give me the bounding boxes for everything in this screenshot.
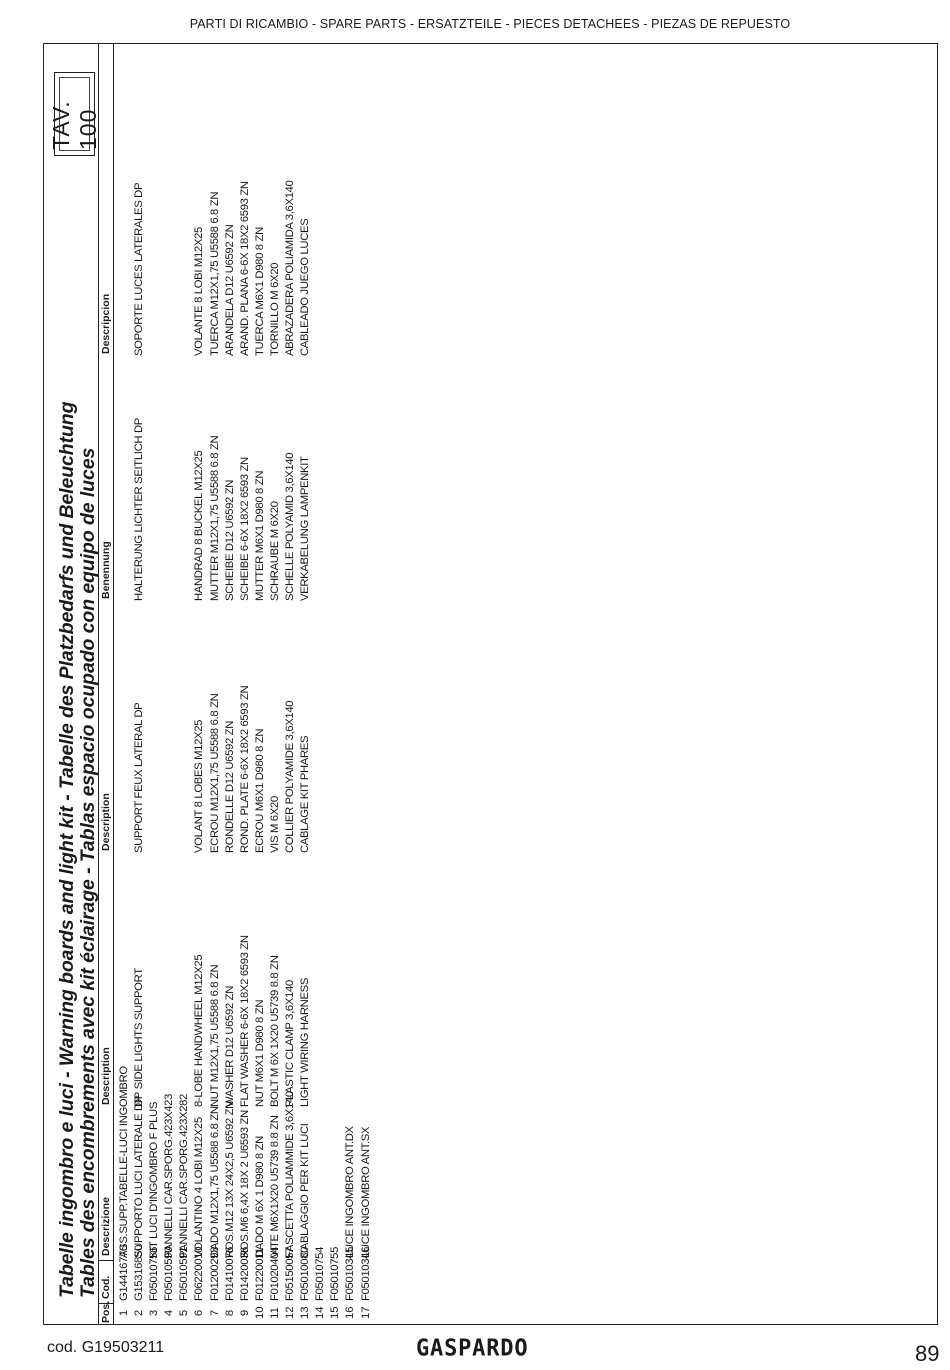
col-header-de: Benennung — [100, 541, 112, 599]
table-row — [253, 44, 268, 1325]
cell-pos: 9 — [238, 1309, 251, 1317]
cell-pos: 4 — [163, 1309, 176, 1317]
table-title — [57, 402, 99, 1298]
cell-cod: G14416770 — [118, 1245, 130, 1301]
header-bottom-rule — [113, 44, 114, 1325]
cell-es: TORNILLO M 6X20 — [268, 262, 281, 356]
table-row — [147, 44, 162, 1325]
cell-cod: F05010080 — [299, 1246, 312, 1301]
table-row — [328, 44, 343, 1325]
cell-it: VOLANTINO 4 LOBI M12X25 — [193, 1117, 206, 1258]
cell-cod: F01200293 — [208, 1246, 221, 1301]
cell-en: DP SIDE LIGHTS SUPPORT — [133, 968, 146, 1107]
cell-fr: ECROU M12X1,75 U5588 6.8 ZN — [208, 693, 221, 853]
cell-cod: F05010345 — [344, 1246, 357, 1301]
page-header: PARTI DI RICAMBIO - SPARE PARTS - ERSATZTEILE - PIECES DETACHEES - PIEZAS DE REPUESTO — [189, 17, 791, 31]
cell-es: ARAND. PLANA 6-6X 18X2 6593 ZN — [238, 181, 251, 356]
cell-pos: 11 — [268, 1307, 281, 1319]
col-header-en: Description — [100, 1047, 112, 1105]
cell-de: SCHRAUBE M 6X20 — [268, 501, 281, 601]
cell-pos: 2 — [133, 1309, 146, 1317]
cell-cod: F01410076 — [223, 1246, 236, 1301]
cell-it: DADO M 6X 1 D980 8 ZN — [253, 1136, 266, 1258]
cell-it: ASS.SUPP.TABELLE-LUCI INGOMBRO — [118, 1066, 130, 1258]
col-header-pos: Pos. — [100, 1300, 112, 1323]
table-row — [132, 44, 147, 1325]
header-divider — [98, 1303, 113, 1304]
col-header-fr: Description — [100, 793, 112, 851]
gaspardo-logo: GASPARDO — [416, 1335, 529, 1362]
cell-en: LIGHT WIRING HARNESS — [299, 978, 312, 1107]
cell-en: WASHER D12 U6592 ZN — [223, 985, 236, 1107]
cell-fr: ECROU M6X1 D980 8 ZN — [253, 728, 266, 853]
cell-pos: 5 — [178, 1309, 191, 1317]
cell-de: HALTERUNG LICHTER SEITLICH DP — [133, 418, 146, 601]
cell-pos: 10 — [253, 1306, 266, 1319]
table-row — [298, 44, 313, 1325]
cell-it: DADO M12X1,75 U5588 6.8 ZN — [208, 1106, 221, 1258]
tav-box — [47, 72, 101, 156]
col-header-cod: Cod. — [100, 1275, 112, 1299]
table-row — [313, 44, 328, 1325]
cell-de: MUTTER M12X1,75 U5588 6.8 ZN — [208, 435, 221, 601]
cell-pos: 6 — [193, 1309, 206, 1317]
cell-cod: F05010755 — [329, 1246, 342, 1301]
cell-it: FASCETTA POLIAMMIDE 3,6X140 — [284, 1091, 297, 1258]
cell-fr: CABLAGE KIT PHARES — [299, 735, 312, 853]
cell-cod: F01220011 — [253, 1247, 266, 1301]
cell-pos: 15 — [329, 1306, 342, 1319]
table-row — [223, 44, 238, 1325]
column-header-row — [98, 44, 113, 1325]
cell-cod: F01420036 — [238, 1246, 251, 1301]
cell-cod: F06220010 — [193, 1246, 206, 1301]
table-row — [162, 44, 177, 1325]
cell-fr: ROND. PLATE 6-6X 18X2 6593 ZN — [238, 685, 251, 853]
cell-it: ROS.M6 6,4X 18X 2 U6593 ZN — [238, 1110, 251, 1258]
cell-es: CABLEADO JUEGO LUCES — [299, 218, 312, 356]
footer-code: cod. G19503211 — [47, 1339, 165, 1356]
table-row — [283, 44, 298, 1325]
cell-fr: VIS M 6X20 — [268, 796, 281, 853]
table-row — [359, 44, 374, 1325]
page-number: 89 — [915, 1341, 940, 1366]
title-line-1: Tabelle ingombro e luci - Warning boards and light kit - Tabelle des Platzbedarfs und Beleuchtung — [56, 401, 78, 1298]
cell-es: ARANDELA D12 U6592 ZN — [223, 224, 236, 356]
cell-pos: 17 — [359, 1306, 372, 1319]
cell-cod: F01020404 — [268, 1246, 281, 1301]
cell-es: TUERCA M6X1 D980 8 ZN — [253, 227, 266, 356]
cell-cod: F05010754 — [314, 1246, 327, 1301]
cell-de: MUTTER M6X1 D980 8 ZN — [253, 470, 266, 601]
cell-it: PANNELLI CAR.SPORG.423X423 — [163, 1094, 176, 1258]
cell-cod: F05010590 — [163, 1246, 176, 1301]
cell-fr: SUPPORT FEUX LATERAL DP — [133, 702, 146, 853]
cell-es: TUERCA M12X1,75 U5588 6.8 ZN — [208, 191, 221, 356]
cell-en: 8-LOBE HANDWHEEL M12X25 — [193, 954, 206, 1107]
cell-it: VITE M6X1X20 U5739 8.8 ZN — [268, 1115, 281, 1258]
title-line-2: Tables des encombrements avec kit éclairage - Tablas espacio ocupado con equipo de luces — [77, 447, 99, 1298]
cell-cod: F05010756 — [148, 1246, 161, 1301]
parts-table-frame — [43, 43, 938, 1325]
cell-pos: 13 — [299, 1306, 312, 1319]
table-row — [238, 44, 253, 1325]
cell-pos: 16 — [344, 1306, 357, 1319]
cell-it: SUPPORTO LUCI LATERALE DP — [133, 1095, 146, 1258]
cell-cod: F05010346 — [359, 1246, 372, 1301]
table-row — [268, 44, 283, 1325]
cell-cod: G15316850 — [133, 1245, 146, 1301]
table-row — [208, 44, 223, 1325]
cell-en: NUT M12X1,75 U5588 6.8 ZN — [208, 964, 221, 1107]
cell-pos: 8 — [223, 1309, 236, 1317]
cell-de: SCHEIBE D12 U6592 ZN — [223, 479, 236, 601]
tav-label: TAV. 100 — [59, 77, 90, 151]
cell-pos: 14 — [314, 1306, 327, 1319]
cell-cod: F05150057 — [284, 1246, 297, 1301]
cell-en: PLASTIC CLAMP 3,6X140 — [284, 980, 297, 1107]
col-header-es: Descripcion — [100, 293, 112, 354]
cell-de: HANDRAD 8 BUCKEL M12X25 — [193, 450, 206, 601]
cell-es: ABRAZADERA POLIAMIDA 3,6X140 — [284, 180, 297, 356]
cell-en: NUT M6X1 D980 8 ZN — [253, 999, 266, 1107]
col-header-it: Descrizione — [100, 1197, 112, 1256]
cell-de: VERKABELUNG LAMPENKIT — [299, 456, 312, 601]
header-divider — [98, 1260, 113, 1261]
cell-it: PANNELLI CAR.SPORG.423X282 — [178, 1094, 191, 1258]
cell-de: SCHEIBE 6-6X 18X2 6593 ZN — [238, 457, 251, 601]
cell-fr: RONDELLE D12 U6592 ZN — [223, 720, 236, 853]
cell-pos: 3 — [148, 1309, 161, 1317]
cell-es: SOPORTE LUCES LATERALES DP — [133, 182, 146, 356]
cell-es: VOLANTE 8 LOBI M12X25 — [193, 227, 206, 356]
cell-en: BOLT M 6X 1X20 U5739 8.8 ZN — [268, 955, 281, 1107]
table-row — [177, 44, 192, 1325]
table-row — [117, 44, 132, 1325]
cell-it: KIT LUCI D'INGOMBRO F PLUS — [148, 1101, 161, 1258]
table-row — [343, 44, 358, 1325]
cell-en: FLAT WASHER 6-6X 18X2 6593 ZN — [238, 935, 251, 1107]
cell-it: ROS.M12 13X 24X2,5 U6592 ZN — [223, 1101, 236, 1258]
cell-fr: VOLANT 8 LOBES M12X25 — [193, 719, 206, 853]
cell-pos: 7 — [208, 1309, 221, 1317]
parts-rows — [117, 44, 374, 1325]
cell-it: LUCE INGOMBRO ANT.DX — [344, 1126, 357, 1258]
cell-it: CABLAGGIO PER KIT LUCI — [299, 1123, 312, 1258]
cell-pos: 12 — [284, 1306, 297, 1319]
cell-de: SCHELLE POLYAMID 3,6X140 — [284, 452, 297, 601]
cell-pos: 1 — [118, 1309, 130, 1317]
table-row — [192, 44, 207, 1325]
cell-fr: COLLIER POLYAMIDE 3,6X140 — [284, 700, 297, 853]
rotated-table — [44, 44, 938, 1325]
cell-it: LUCE INGOMBRO ANT.SX — [359, 1126, 372, 1258]
cell-cod: F05010591 — [178, 1246, 191, 1301]
